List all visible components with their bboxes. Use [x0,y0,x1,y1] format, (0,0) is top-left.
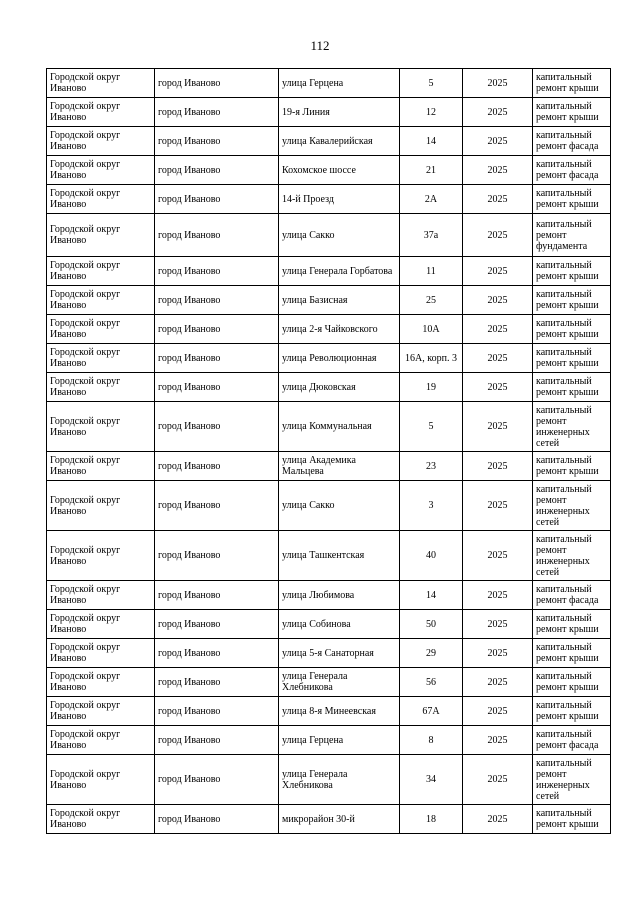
street-cell: улица Сакко [279,214,400,257]
work-type-cell: капитальный ремонт крыши [533,69,611,98]
street-cell: улица 2-я Чайковского [279,315,400,344]
district-cell: Городской округ Иваново [47,127,155,156]
district-cell: Городской округ Иваново [47,481,155,531]
house-number-cell: 67А [400,697,463,726]
district-cell: Городской округ Иваново [47,98,155,127]
house-number-cell: 37а [400,214,463,257]
city-cell: город Иваново [155,402,279,452]
district-cell: Городской округ Иваново [47,185,155,214]
house-number-cell: 29 [400,639,463,668]
house-number-cell: 2А [400,185,463,214]
table-row [47,315,611,344]
year-cell: 2025 [463,726,533,755]
city-cell: город Иваново [155,373,279,402]
table-row [47,531,611,581]
street-cell: 19-я Линия [279,98,400,127]
district-cell: Городской округ Иваново [47,668,155,697]
year-cell: 2025 [463,481,533,531]
work-type-cell: капитальный ремонт фасада [533,581,611,610]
year-cell: 2025 [463,697,533,726]
year-cell: 2025 [463,315,533,344]
table-row [47,344,611,373]
house-number-cell: 11 [400,257,463,286]
street-cell: улица Коммунальная [279,402,400,452]
table-row [47,98,611,127]
table-row [47,697,611,726]
work-type-cell: капитальный ремонт инженерных сетей [533,531,611,581]
street-cell: Кохомское шоссе [279,156,400,185]
house-number-cell: 14 [400,581,463,610]
table-row [47,214,611,257]
district-cell: Городской округ Иваново [47,805,155,834]
district-cell: Городской округ Иваново [47,156,155,185]
year-cell: 2025 [463,98,533,127]
district-cell: Городской округ Иваново [47,344,155,373]
city-cell: город Иваново [155,344,279,373]
year-cell: 2025 [463,610,533,639]
city-cell: город Иваново [155,610,279,639]
city-cell: город Иваново [155,452,279,481]
city-cell: город Иваново [155,805,279,834]
table-row [47,581,611,610]
work-type-cell: капитальный ремонт крыши [533,98,611,127]
street-cell: улица Собинова [279,610,400,639]
street-cell: улица Академика Мальцева [279,452,400,481]
table-row [47,156,611,185]
work-type-cell: капитальный ремонт крыши [533,373,611,402]
work-type-cell: капитальный ремонт крыши [533,610,611,639]
year-cell: 2025 [463,286,533,315]
house-number-cell: 16А, корп. 3 [400,344,463,373]
street-cell: улица Герцена [279,726,400,755]
street-cell: улица Генерала Хлебникова [279,668,400,697]
district-cell: Городской округ Иваново [47,315,155,344]
district-cell: Городской округ Иваново [47,581,155,610]
table-row [47,286,611,315]
table-row [47,452,611,481]
street-cell: 14-й Проезд [279,185,400,214]
year-cell: 2025 [463,185,533,214]
district-cell: Городской округ Иваново [47,726,155,755]
house-number-cell: 14 [400,127,463,156]
city-cell: город Иваново [155,98,279,127]
work-type-cell: капитальный ремонт крыши [533,185,611,214]
year-cell: 2025 [463,639,533,668]
table-row [47,127,611,156]
house-number-cell: 40 [400,531,463,581]
district-cell: Городской округ Иваново [47,373,155,402]
city-cell: город Иваново [155,581,279,610]
year-cell: 2025 [463,531,533,581]
year-cell: 2025 [463,373,533,402]
work-type-cell: капитальный ремонт фасада [533,726,611,755]
work-type-cell: капитальный ремонт инженерных сетей [533,402,611,452]
table-row [47,726,611,755]
work-type-cell: капитальный ремонт инженерных сетей [533,755,611,805]
district-cell: Городской округ Иваново [47,69,155,98]
city-cell: город Иваново [155,286,279,315]
street-cell: улица Ташкентская [279,531,400,581]
table-row [47,69,611,98]
street-cell: улица Любимова [279,581,400,610]
district-cell: Городской округ Иваново [47,402,155,452]
year-cell: 2025 [463,69,533,98]
work-type-cell: капитальный ремонт фундамента [533,214,611,257]
year-cell: 2025 [463,214,533,257]
street-cell: улица Герцена [279,69,400,98]
city-cell: город Иваново [155,726,279,755]
year-cell: 2025 [463,402,533,452]
city-cell: город Иваново [155,127,279,156]
house-number-cell: 19 [400,373,463,402]
house-number-cell: 12 [400,98,463,127]
table-row [47,668,611,697]
city-cell: город Иваново [155,257,279,286]
district-cell: Городской округ Иваново [47,610,155,639]
street-cell: улица Генерала Горбатова [279,257,400,286]
district-cell: Городской округ Иваново [47,531,155,581]
page-number: 112 [310,38,330,53]
work-type-cell: капитальный ремонт крыши [533,315,611,344]
work-type-cell: капитальный ремонт крыши [533,257,611,286]
district-cell: Городской округ Иваново [47,697,155,726]
house-number-cell: 18 [400,805,463,834]
work-type-cell: капитальный ремонт крыши [533,452,611,481]
house-number-cell: 10А [400,315,463,344]
street-cell: улица Генерала Хлебникова [279,755,400,805]
street-cell: улица Дюковская [279,373,400,402]
table-row [47,257,611,286]
house-number-cell: 3 [400,481,463,531]
work-type-cell: капитальный ремонт инженерных сетей [533,481,611,531]
district-cell: Городской округ Иваново [47,639,155,668]
street-cell: микрорайон 30-й [279,805,400,834]
house-number-cell: 5 [400,402,463,452]
district-cell: Городской округ Иваново [47,257,155,286]
year-cell: 2025 [463,581,533,610]
house-number-cell: 23 [400,452,463,481]
city-cell: город Иваново [155,156,279,185]
work-type-cell: капитальный ремонт фасада [533,127,611,156]
house-number-cell: 50 [400,610,463,639]
house-number-cell: 34 [400,755,463,805]
city-cell: город Иваново [155,481,279,531]
table-row [47,610,611,639]
table-row [47,481,611,531]
year-cell: 2025 [463,668,533,697]
work-type-cell: капитальный ремонт крыши [533,344,611,373]
year-cell: 2025 [463,805,533,834]
repair-register-table [46,68,611,834]
work-type-cell: капитальный ремонт крыши [533,697,611,726]
table-body [47,69,611,834]
work-type-cell: капитальный ремонт крыши [533,639,611,668]
district-cell: Городской округ Иваново [47,286,155,315]
district-cell: Городской округ Иваново [47,214,155,257]
work-type-cell: капитальный ремонт фасада [533,156,611,185]
street-cell: улица Сакко [279,481,400,531]
house-number-cell: 21 [400,156,463,185]
house-number-cell: 25 [400,286,463,315]
city-cell: город Иваново [155,185,279,214]
house-number-cell: 8 [400,726,463,755]
city-cell: город Иваново [155,531,279,581]
city-cell: город Иваново [155,697,279,726]
district-cell: Городской округ Иваново [47,755,155,805]
table-row [47,639,611,668]
city-cell: город Иваново [155,214,279,257]
table-row [47,402,611,452]
year-cell: 2025 [463,452,533,481]
table-row [47,755,611,805]
district-cell: Городской округ Иваново [47,452,155,481]
table-row [47,373,611,402]
street-cell: улица 5-я Санаторная [279,639,400,668]
city-cell: город Иваново [155,668,279,697]
street-cell: улица Революционная [279,344,400,373]
city-cell: город Иваново [155,69,279,98]
city-cell: город Иваново [155,315,279,344]
year-cell: 2025 [463,257,533,286]
house-number-cell: 5 [400,69,463,98]
table-row [47,185,611,214]
street-cell: улица 8-я Минеевская [279,697,400,726]
table-row [47,805,611,834]
year-cell: 2025 [463,156,533,185]
work-type-cell: капитальный ремонт крыши [533,286,611,315]
year-cell: 2025 [463,755,533,805]
year-cell: 2025 [463,344,533,373]
city-cell: город Иваново [155,639,279,668]
city-cell: город Иваново [155,755,279,805]
street-cell: улица Базисная [279,286,400,315]
street-cell: улица Кавалерийская [279,127,400,156]
year-cell: 2025 [463,127,533,156]
work-type-cell: капитальный ремонт крыши [533,668,611,697]
work-type-cell: капитальный ремонт крыши [533,805,611,834]
house-number-cell: 56 [400,668,463,697]
